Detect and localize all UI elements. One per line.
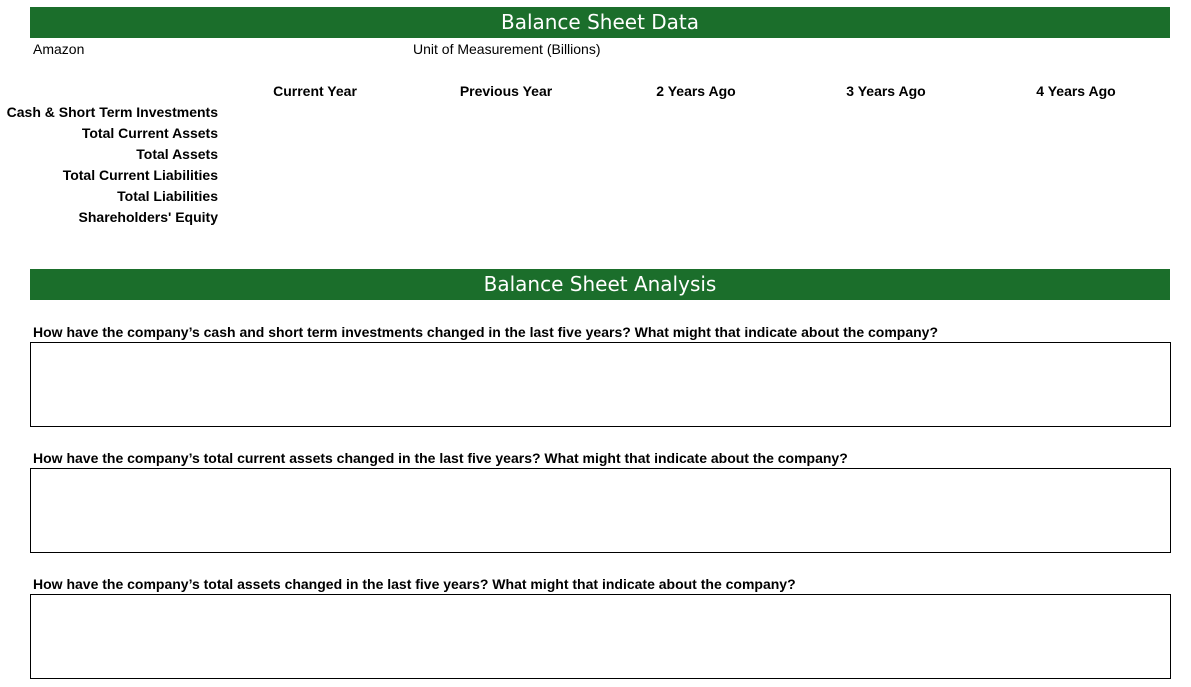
question-total-current-assets: How have the company’s total current assets changed in the last five years? What might that indicate about the company? [33,450,848,466]
question-cash-short-term-investments: How have the company’s cash and short term investments changed in the last five years? What might that indicate about the company? [33,324,939,340]
question-total-assets: How have the company’s total assets changed in the last five years? What might that indicate about the company? [33,576,796,592]
balance-sheet-data-header: Balance Sheet Data [30,7,1170,38]
balance-sheet-analysis-header: Balance Sheet Analysis [30,269,1170,300]
unit-of-measurement[interactable]: Unit of Measurement (Billions) [413,41,601,57]
company-name[interactable]: Amazon [33,41,85,57]
column-header-3-years-ago: 3 Years Ago [846,83,926,99]
row-label-total-assets: Total Assets [136,146,218,162]
row-label-total-liabilities: Total Liabilities [117,188,218,204]
answer-box-total-current-assets[interactable] [30,468,1171,553]
column-header-2-years-ago: 2 Years Ago [656,83,736,99]
column-header-previous-year: Previous Year [459,83,553,99]
row-label-total-current-liabilities: Total Current Liabilities [62,167,218,183]
row-label-total-current-assets: Total Current Assets [81,125,218,141]
answer-box-cash-short-term-investments[interactable] [30,342,1171,427]
row-label-cash-short-term-investments: Cash & Short Term Investments [6,104,218,120]
column-header-current-year: Current Year [273,83,357,99]
row-label-shareholders-equity: Shareholders' Equity [78,209,218,225]
column-header-4-years-ago: 4 Years Ago [1036,83,1116,99]
answer-box-total-assets[interactable] [30,594,1171,679]
